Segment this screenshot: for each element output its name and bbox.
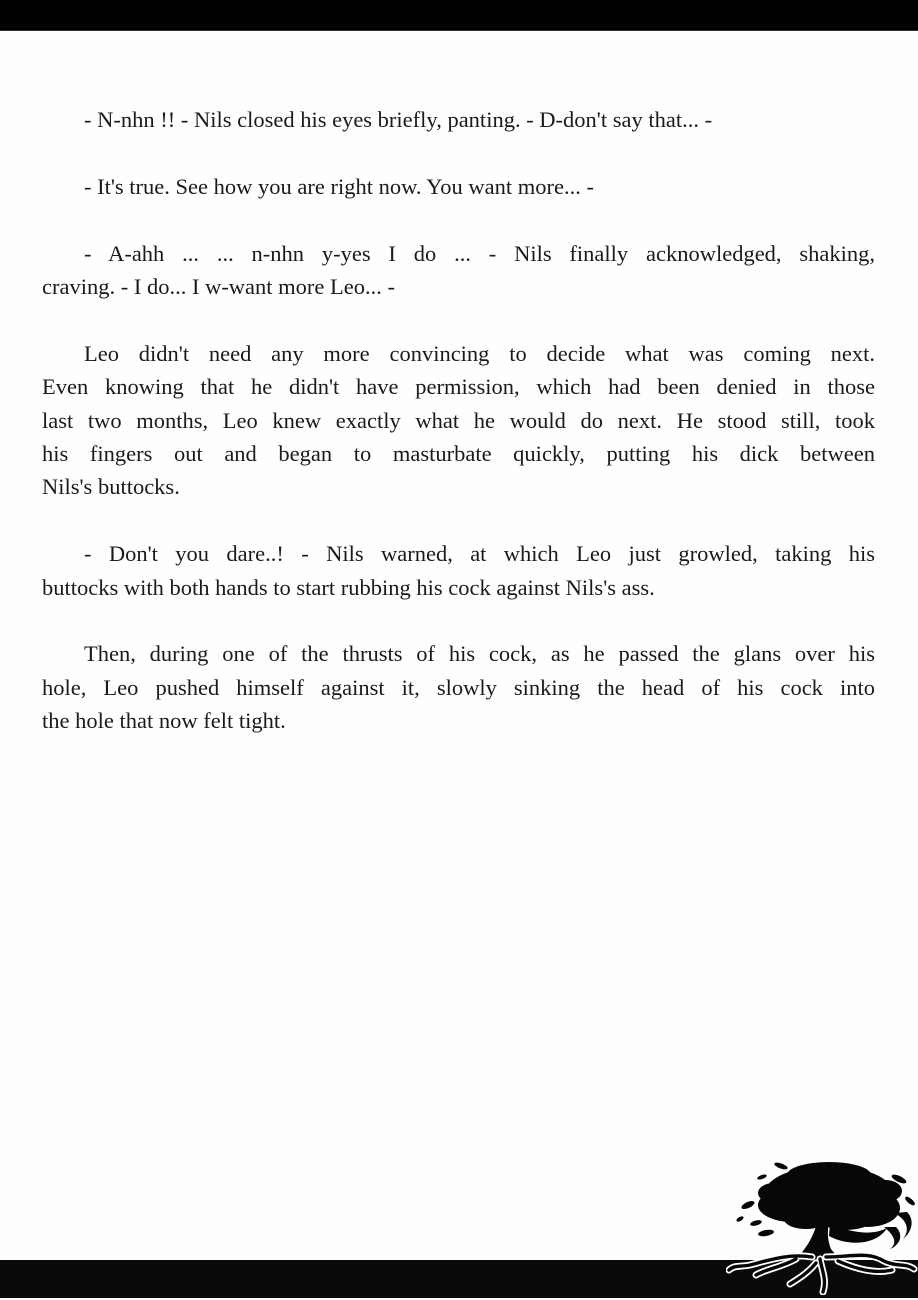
paragraph <box>42 170 875 203</box>
text-line: Then, during one of the thrusts of his cock, as he passed the glans over his <box>84 641 875 667</box>
text-line: - Don't you dare..! - Nils warned, at which Leo just growled, taking his <box>84 541 875 567</box>
text-line: Nils's buttocks. <box>42 474 180 500</box>
publisher-logo <box>726 1153 918 1295</box>
tree-icon <box>726 1153 918 1295</box>
top-black-bar <box>0 0 918 31</box>
text-line: craving. - I do... I w-want more Leo... - <box>42 274 396 299</box>
text-line: the hole that now felt tight. <box>42 708 286 734</box>
text-line: - N-nhn !! - Nils closed his eyes briefly, panting. - D-don't say that... - <box>84 107 713 132</box>
text-line: hole, Leo pushed himself against it, slowly sinking the head of his cock into <box>42 674 875 700</box>
text-line: his fingers out and began to masturbate quickly, putting his dick between <box>42 441 875 467</box>
paragraph <box>42 537 875 604</box>
text-line: - It's true. See how you are right now. You want more... - <box>84 173 595 199</box>
text-line: Even knowing that he didn't have permission, which had been denied in those <box>42 374 875 400</box>
paragraph <box>42 637 875 737</box>
text-line: buttocks with both hands to start rubbing his cock against Nils's ass. <box>42 574 655 600</box>
paragraph <box>42 237 875 304</box>
text-line: last two months, Leo knew exactly what he would do next. He stood still, took <box>42 407 875 433</box>
text-line: - A-ahh ... ... n-nhn y-yes I do ... - Nils finally acknowledged, shaking, <box>84 240 875 266</box>
text-line: Leo didn't need any more convincing to decide what was coming next. <box>84 340 875 366</box>
paragraph <box>42 103 875 136</box>
story-text-block <box>42 103 875 771</box>
paragraph <box>42 337 875 504</box>
